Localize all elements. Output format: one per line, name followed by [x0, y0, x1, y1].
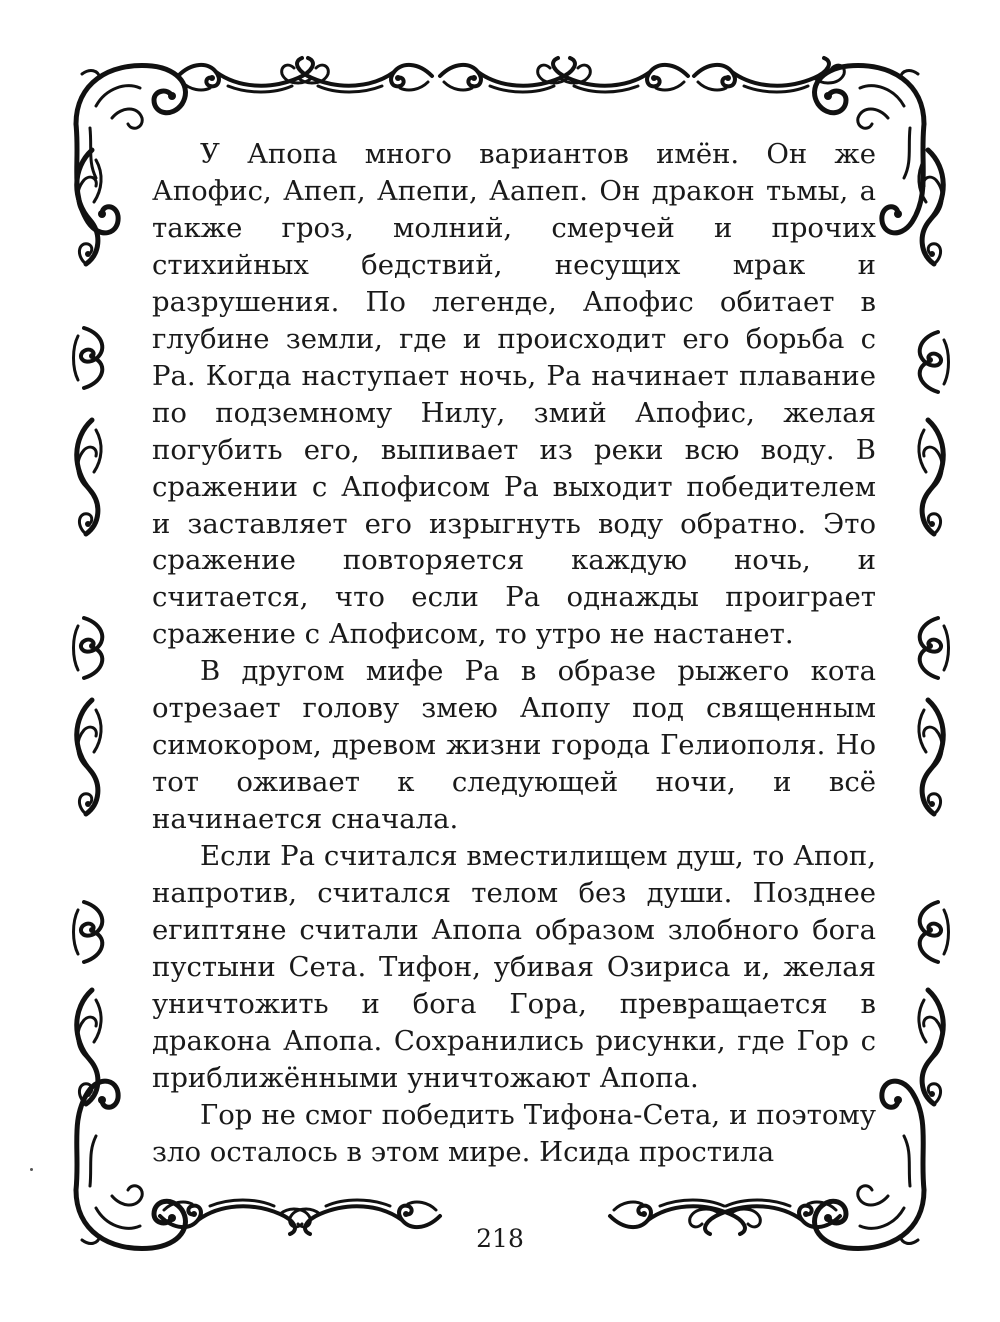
paragraph-horus-set: Гор не смог победить Тифона-Сета, и поэтому зло осталось в этом мире. Исида простила — [152, 1098, 876, 1168]
print-speck — [30, 1168, 33, 1171]
page-number: 218 — [476, 1224, 524, 1253]
paragraph-apop-names: У Апопа много вариантов имён. Он же Апофис, Апеп, Апепи, Аапеп. Он дракон тьмы, а также гроз, молний, смерчей и прочих стихийных бедствий, несущих мрак и разрушения. По легенде, Апофис обитает в глубине земли, где и происходит его борьба с Ра. Когда наступает ночь, Ра начинает плавание по подземному Нилу, змий Апофис, желая погубить его, выпивает из реки всю воду. В сражении с Апофисом Ра выходит победителем и заставляет его изрыгнуть воду обратно. Это сражение повторяется каждую ночь, и считается, что если Ра однажды проиграет сражение с Апофисом, то утро не настанет. — [152, 138, 876, 651]
paragraph-cat-myth: В другом мифе Ра в образе рыжего кота отрезает голову змею Апопу под священным симокором, древом жизни города Гелиополя. Но тот оживает к следующей ночи, и всё начинается сначала. — [152, 655, 876, 836]
body-text — [152, 136, 876, 1171]
paragraph-soulless-body: Если Ра считался вместилищем душ, то Апоп, напротив, считался телом без души. Позднее египтяне считали Апопа образом злобного бога пустыни Сета. Тифон, убивая Озириса и, желая уничтожить и бога Гора, превращается в дракона Апопа. Сохранились рисунки, где Гор с приближёнными уничтожают Апопа. — [152, 840, 876, 1094]
